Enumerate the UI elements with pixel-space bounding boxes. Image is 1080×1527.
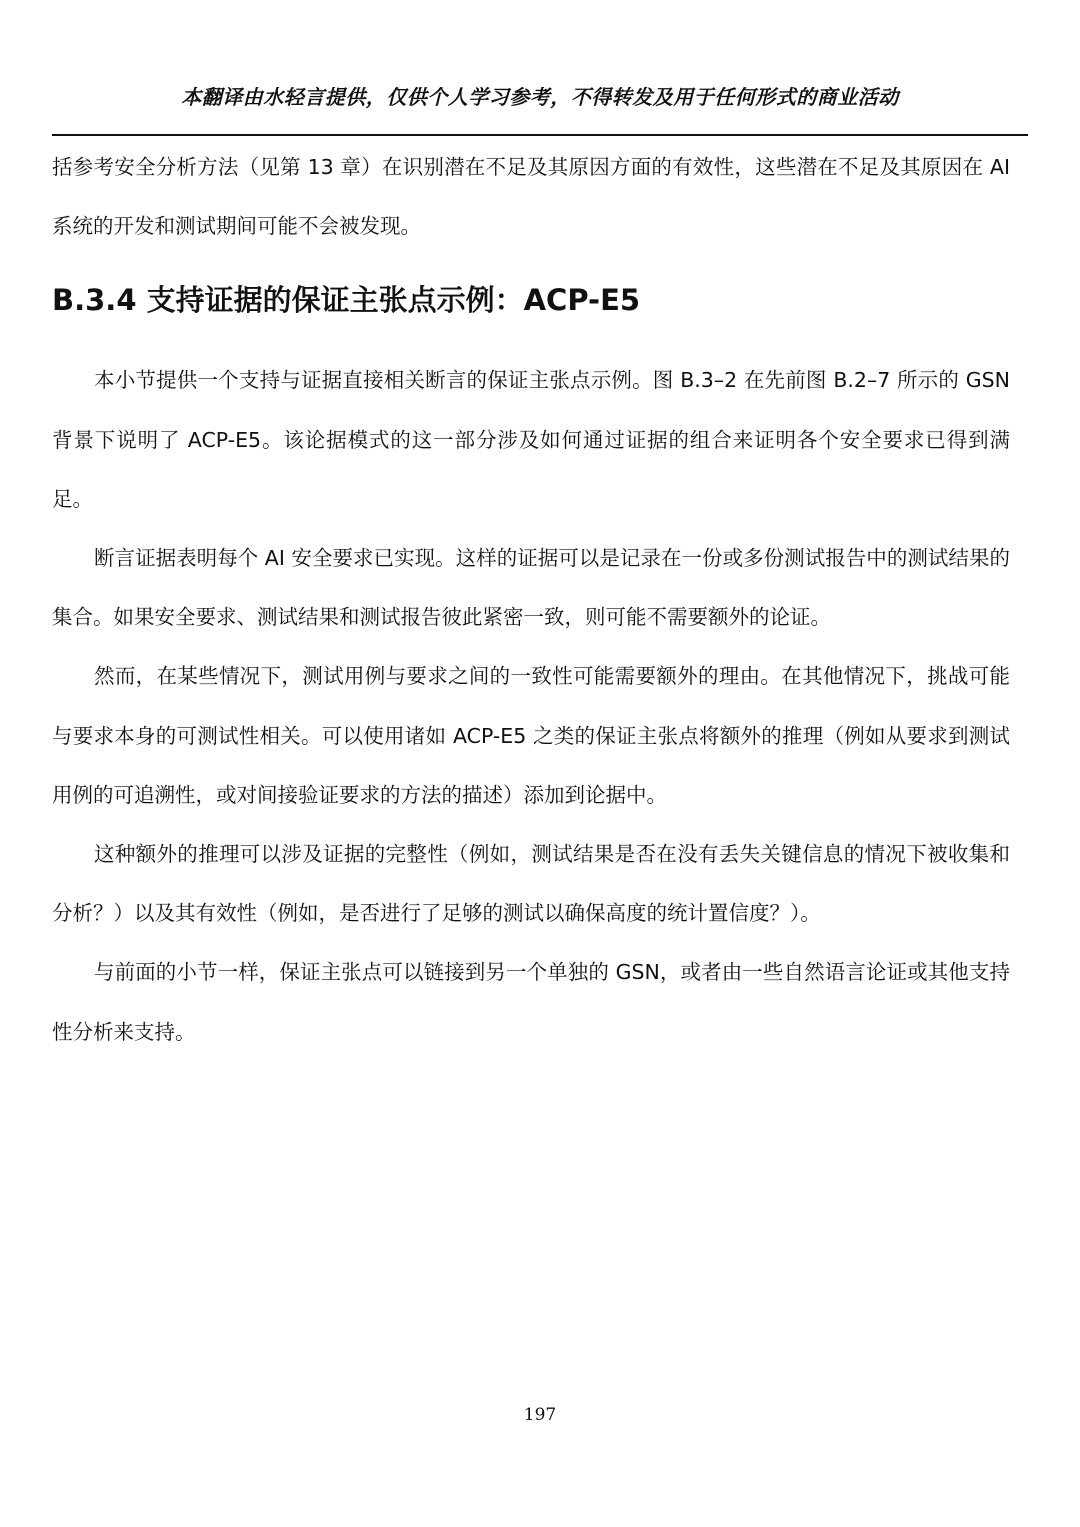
body-paragraph: 与前面的小节一样，保证主张点可以链接到另一个单独的 GSN，或者由一些自然语言论证或其他支持性分析来支持。 (52, 960, 1010, 1044)
body-paragraph: 然而，在某些情况下，测试用例与要求之间的一致性可能需要额外的理由。在其他情况下，挑战可能与要求本身的可测试性相关。可以使用诸如 ACP-E5 之类的保证主张点将额外的推理（例如从要求到测试用例的可追溯性，或对间接验证要求的方法的描述）添加到论据中。 (52, 664, 1010, 807)
section-heading: B.3.4 支持证据的保证主张点示例：ACP-E5 (52, 283, 641, 318)
page-body (52, 138, 1010, 1062)
page-number: 197 (523, 1405, 557, 1425)
body-paragraph: 本小节提供一个支持与证据直接相关断言的保证主张点示例。图 B.3–2 在先前图 B.2–7 所示的 GSN 背景下说明了 ACP-E5。该论据模式的这一部分涉及如何通过证据的组合来证明各个安全要求已得到满足。 (52, 368, 1010, 511)
header-divider (52, 134, 1028, 136)
body-paragraph: 这种额外的推理可以涉及证据的完整性（例如，测试结果是否在没有丢失关键信息的情况下被收集和分析？）以及其有效性（例如，是否进行了足够的测试以确保高度的统计置信度？）。 (52, 842, 1010, 926)
continued-paragraph: 括参考安全分析方法（见第 13 章）在识别潜在不足及其原因方面的有效性，这些潜在不足及其原因在 AI 系统的开发和测试期间可能不会被发现。 (52, 155, 1010, 239)
body-paragraph: 断言证据表明每个 AI 安全要求已实现。这样的证据可以是记录在一份或多份测试报告中的测试结果的集合。如果安全要求、测试结果和测试报告彼此紧密一致，则可能不需要额外的论证。 (52, 546, 1010, 630)
copyright-notice-header: 本翻译由水轻言提供，仅供个人学习参考，不得转发及用于任何形式的商业活动 (181, 85, 899, 109)
